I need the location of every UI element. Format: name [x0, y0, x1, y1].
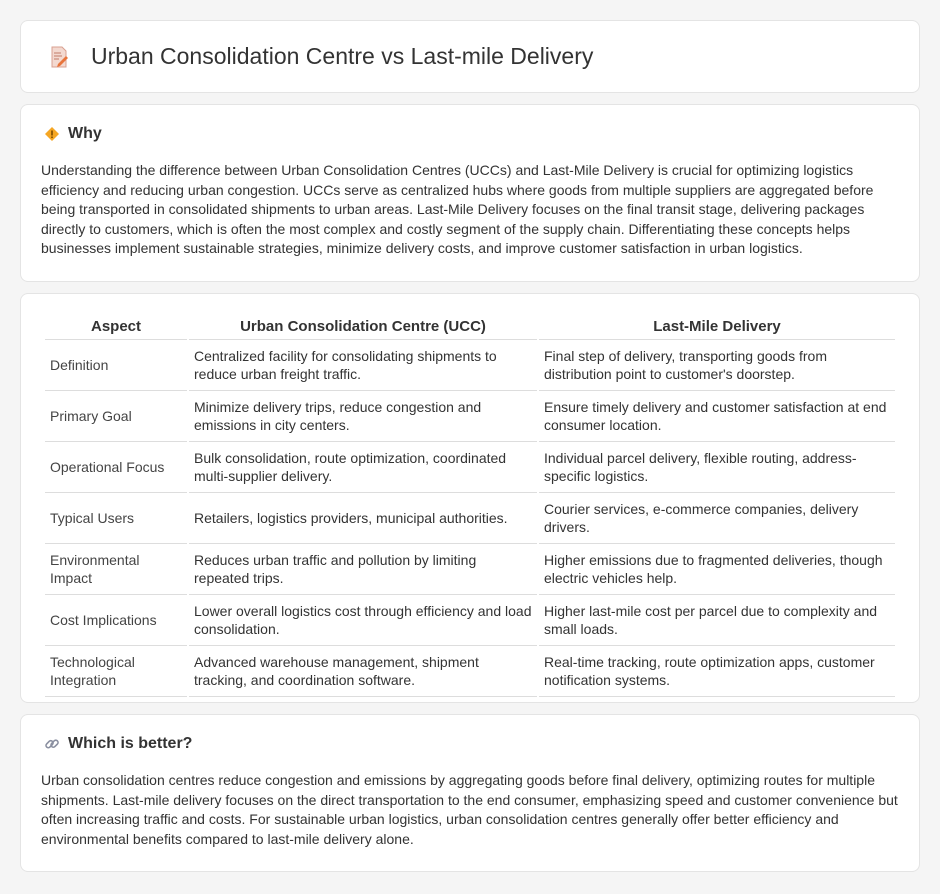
ucc-cell: Advanced warehouse management, shipment tracking, and coordination software. — [189, 646, 537, 697]
why-title: Why — [68, 125, 102, 142]
ucc-cell: Reduces urban traffic and pollution by limiting repeated trips. — [189, 544, 537, 595]
page-title: Urban Consolidation Centre vs Last-mile Delivery — [91, 43, 594, 69]
aspect-cell: Cost Implications — [45, 595, 187, 646]
last-mile-cell: Courier services, e-commerce companies, delivery drivers. — [539, 493, 895, 544]
ucc-cell: Retailers, logistics providers, municipal authorities. — [189, 493, 537, 544]
last-mile-cell: Ensure timely delivery and customer satisfaction at end consumer location. — [539, 391, 895, 442]
why-header — [41, 125, 899, 143]
last-mile-cell: Individual parcel delivery, flexible routing, address-specific logistics. — [539, 442, 895, 493]
aspect-cell: Environmental Impact — [45, 544, 187, 595]
table-row — [45, 442, 895, 493]
table-row — [45, 391, 895, 442]
column-header-last-mile: Last-Mile Delivery — [539, 314, 895, 340]
last-mile-cell: Real-time tracking, route optimization apps, customer notification systems. — [539, 646, 895, 697]
better-body: Urban consolidation centres reduce congestion and emissions by aggregating goods before final delivery, optimizing routes for multiple shipments. Last-mile delivery focuses on the direct transportation to the end consumer, emphasizing speed and customer convenience but often increasing traffic and costs. For sustainable urban logistics, urban consolidation centres generally offer better efficiency and environmental benefits compared to last-mile delivery alone. — [41, 772, 898, 847]
table-row — [45, 493, 895, 544]
comparison-table-card — [20, 293, 920, 703]
last-mile-cell: Higher last-mile cost per parcel due to complexity and small loads. — [539, 595, 895, 646]
aspect-cell: Primary Goal — [45, 391, 187, 442]
why-section — [20, 104, 920, 282]
ucc-cell: Lower overall logistics cost through efficiency and load consolidation. — [189, 595, 537, 646]
last-mile-cell: Final step of delivery, transporting goods from distribution point to customer's doorstep. — [539, 340, 895, 391]
better-title: Which is better? — [68, 735, 193, 752]
ucc-cell: Minimize delivery trips, reduce congestion and emissions in city centers. — [189, 391, 537, 442]
comparison-table — [43, 314, 897, 697]
table-header-row — [45, 314, 895, 340]
aspect-cell: Operational Focus — [45, 442, 187, 493]
header-card — [20, 20, 920, 93]
document-pencil-icon — [47, 45, 71, 69]
which-is-better-section — [20, 714, 920, 872]
table-row — [45, 646, 895, 697]
column-header-aspect: Aspect — [45, 314, 187, 340]
table-row — [45, 544, 895, 595]
aspect-cell: Typical Users — [45, 493, 187, 544]
last-mile-cell: Higher emissions due to fragmented deliveries, though electric vehicles help. — [539, 544, 895, 595]
link-icon — [44, 736, 60, 752]
aspect-cell: Technological Integration — [45, 646, 187, 697]
why-body: Understanding the difference between Urban Consolidation Centres (UCCs) and Last-Mile Delivery is crucial for optimizing logistics efficiency and reducing urban congestion. UCCs serve as centralized hubs where goods from multiple suppliers are aggregated before being transported in consolidated shipments to urban areas. Last-Mile Delivery focuses on the final transit stage, delivering packages directly to customers, which is often the most complex and costly segment of the supply chain. Differentiating these concepts helps businesses implement sustainable strategies, minimize delivery costs, and improve customer satisfaction in urban logistics. — [41, 162, 874, 257]
ucc-cell: Centralized facility for consolidating shipments to reduce urban freight traffic. — [189, 340, 537, 391]
better-header — [41, 735, 899, 753]
ucc-cell: Bulk consolidation, route optimization, coordinated multi-supplier delivery. — [189, 442, 537, 493]
table-row — [45, 595, 895, 646]
table-row — [45, 340, 895, 391]
aspect-cell: Definition — [45, 340, 187, 391]
column-header-ucc: Urban Consolidation Centre (UCC) — [189, 314, 537, 340]
warning-diamond-icon — [44, 126, 60, 142]
